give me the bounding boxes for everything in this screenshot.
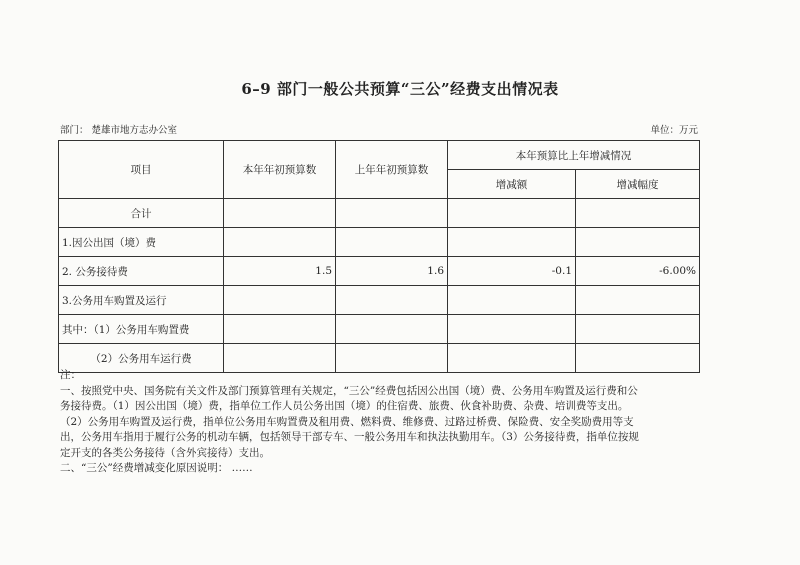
cell-current	[224, 199, 336, 228]
note-line: 注：	[60, 369, 81, 381]
cell-last	[336, 228, 448, 257]
row-label: 1.因公出国（境）费	[59, 228, 224, 257]
cell-amount: -0.1	[448, 257, 576, 286]
department-label: 部门： 楚雄市地方志办公室	[60, 125, 178, 136]
unit-label: 单位：万元	[650, 125, 698, 136]
budget-table	[58, 140, 700, 373]
cell-current	[224, 286, 336, 315]
row-label: （2）公务用车运行费	[59, 344, 224, 373]
cell-rate	[576, 286, 700, 315]
header-last-budget: 上年年初预算数	[336, 141, 448, 199]
table-row	[59, 199, 700, 228]
cell-amount	[448, 315, 576, 344]
note-line: 一、按照党中央、国务院有关文件及部门预算管理有关规定，“三公”经费包括因公出国（境）费、公务用车购置及运行费和公	[60, 384, 638, 397]
cell-last: 1.6	[336, 257, 448, 286]
row-label: 其中：（1）公务用车购置费	[59, 315, 224, 344]
table-row	[59, 315, 700, 344]
header-change-rate: 增减幅度	[576, 170, 700, 199]
notes-section	[60, 368, 700, 477]
row-label: 3.公务用车购置及运行	[59, 286, 224, 315]
note-line: 定开支的各类公务接待（含外宾接待）支出。	[60, 446, 270, 459]
cell-rate: -6.00%	[576, 257, 700, 286]
header-item: 项目	[59, 141, 224, 199]
page-title: 6–9 部门一般公共预算“三公”经费支出情况表	[241, 80, 559, 98]
table-row	[59, 257, 700, 286]
header-compare-group: 本年预算比上年增减情况	[448, 141, 700, 170]
note-line: 出，公务用车指用于履行公务的机动车辆，包括领导干部专车、一般公务用车和执法执勤用车。（3）公务接待费，指单位按规	[60, 431, 639, 443]
note-line: 务接待费。（1）因公出国（境）费，指单位工作人员公务出国（境）的住宿费、旅费、伙食补助费、杂费、培训费等支出。	[60, 400, 629, 412]
cell-current: 1.5	[224, 257, 336, 286]
table-row	[59, 286, 700, 315]
cell-amount	[448, 228, 576, 257]
header-current-budget: 本年年初预算数	[224, 141, 336, 199]
note-line: （2）公务用车购置及运行费，指单位公务用车购置费及租用费、燃料费、维修费、过路过桥费、保险费、安全奖励费用等支	[60, 415, 634, 428]
table-row	[59, 228, 700, 257]
cell-amount	[448, 199, 576, 228]
cell-current	[224, 228, 336, 257]
note-line: 二、“三公”经费增减变化原因说明： ……	[60, 462, 253, 474]
cell-last	[336, 315, 448, 344]
row-label: 合计	[59, 199, 224, 228]
cell-rate	[576, 199, 700, 228]
header-change-amount: 增减额	[448, 170, 576, 199]
cell-amount	[448, 286, 576, 315]
cell-rate	[576, 315, 700, 344]
cell-current	[224, 315, 336, 344]
cell-last	[336, 199, 448, 228]
cell-last	[336, 286, 448, 315]
row-label: 2. 公务接待费	[59, 257, 224, 286]
cell-rate	[576, 228, 700, 257]
